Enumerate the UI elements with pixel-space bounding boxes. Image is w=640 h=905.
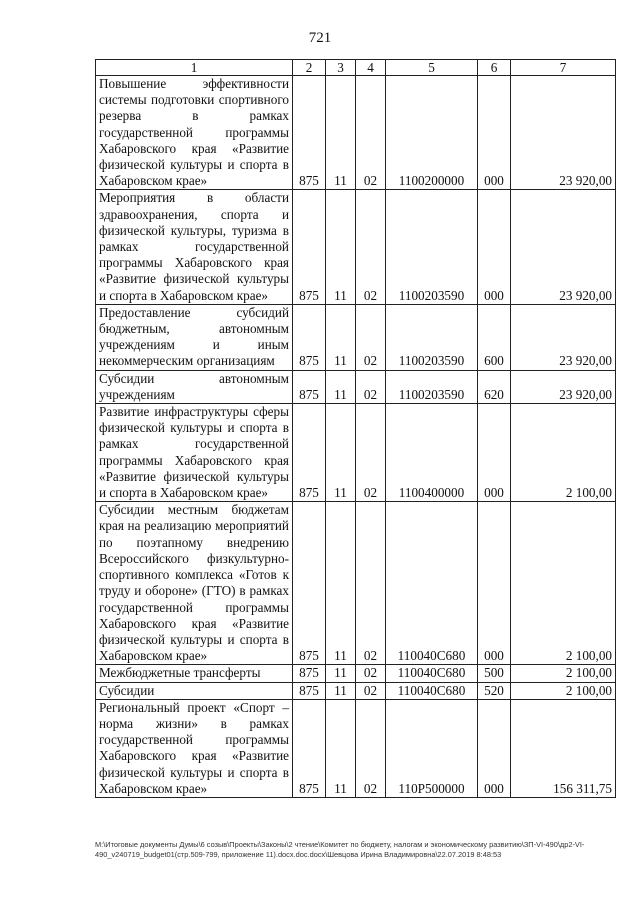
cell-section: 11 (326, 304, 356, 370)
cell-ministry: 875 (293, 190, 326, 304)
row-name: Субсидии (96, 682, 293, 699)
cell-ministry: 875 (293, 682, 326, 699)
cell-subsection: 02 (356, 370, 386, 403)
cell-amount: 23 920,00 (511, 76, 616, 190)
cell-amount: 23 920,00 (511, 304, 616, 370)
row-name: Развитие инфраструктуры сферы физической культуры и спорта в рамках государственной программы Хабаровского края «Развитие физической культуры и спорта в Хабаровском крае» (96, 404, 293, 502)
cell-amount: 23 920,00 (511, 370, 616, 403)
cell-ministry: 875 (293, 502, 326, 665)
row-name: Мероприятия в области здравоохранения, спорта и физической культуры, туризма в рамках государственной программы Хабаровского края «Развитие физической культуры и спорта в Хабаровском крае» (96, 190, 293, 304)
column-header: 5 (386, 60, 478, 76)
table-row (96, 502, 616, 665)
cell-amount: 23 920,00 (511, 190, 616, 304)
cell-target-article: 1100200000 (386, 76, 478, 190)
row-name: Региональный проект «Спорт – норма жизни» в рамках государственной программы Хабаровского края «Развитие физической культуры и спорта в Хабаровском крае» (96, 699, 293, 797)
table-row (96, 665, 616, 682)
cell-target-article: 110040С680 (386, 682, 478, 699)
cell-ministry: 875 (293, 699, 326, 797)
row-name: Субсидии автономным учреждениям (96, 370, 293, 403)
cell-ministry: 875 (293, 76, 326, 190)
cell-expense-type: 600 (478, 304, 511, 370)
table-row (96, 699, 616, 797)
cell-target-article: 1100203590 (386, 304, 478, 370)
cell-target-article: 110Р500000 (386, 699, 478, 797)
cell-section: 11 (326, 76, 356, 190)
column-header: 6 (478, 60, 511, 76)
column-header: 1 (96, 60, 293, 76)
table-row (96, 682, 616, 699)
column-header: 4 (356, 60, 386, 76)
cell-ministry: 875 (293, 304, 326, 370)
cell-subsection: 02 (356, 304, 386, 370)
cell-section: 11 (326, 404, 356, 502)
cell-ministry: 875 (293, 404, 326, 502)
cell-expense-type: 000 (478, 404, 511, 502)
row-name: Повышение эффективности системы подготовки спортивного резерва в рамках государственной программы Хабаровского края «Развитие физической культуры и спорта в Хабаровском крае» (96, 76, 293, 190)
cell-section: 11 (326, 699, 356, 797)
cell-section: 11 (326, 190, 356, 304)
cell-expense-type: 000 (478, 76, 511, 190)
budget-table (95, 59, 616, 798)
cell-section: 11 (326, 502, 356, 665)
cell-section: 11 (326, 682, 356, 699)
table-row (96, 404, 616, 502)
column-header: 3 (326, 60, 356, 76)
row-name: Субсидии местным бюджетам края на реализацию мероприятий по поэтапному внедрению Всероссийского физкультурно-спортивного комплекса «Готов к труду и обороне» (ГТО) в рамках государственной программы Хабаровского края «Развитие физической культуры и спорта в Хабаровском крае» (96, 502, 293, 665)
cell-subsection: 02 (356, 190, 386, 304)
cell-subsection: 02 (356, 404, 386, 502)
cell-target-article: 1100203590 (386, 190, 478, 304)
document-path-footer: M:\Итоговые документы Думы\6 созыв\Проекты\Законы\2 чтение\Комитет по бюджету, налогам и экономическому развитию\ЗП-VI-490\др2-VI-490_v240719_budget01(стр.509-799, приложение 11).docx.doc.docx\Шевцова Ирина Владимировна\22.07.2019 8:48:53 (95, 840, 585, 859)
cell-expense-type: 000 (478, 190, 511, 304)
cell-target-article: 110040С680 (386, 502, 478, 665)
cell-amount: 2 100,00 (511, 404, 616, 502)
cell-section: 11 (326, 665, 356, 682)
column-header: 7 (511, 60, 616, 76)
cell-subsection: 02 (356, 682, 386, 699)
cell-expense-type: 000 (478, 502, 511, 665)
cell-subsection: 02 (356, 76, 386, 190)
cell-subsection: 02 (356, 502, 386, 665)
cell-amount: 2 100,00 (511, 665, 616, 682)
cell-subsection: 02 (356, 665, 386, 682)
table-row (96, 190, 616, 304)
cell-subsection: 02 (356, 699, 386, 797)
cell-target-article: 110040С680 (386, 665, 478, 682)
cell-expense-type: 520 (478, 682, 511, 699)
page-number: 721 (308, 30, 332, 46)
cell-expense-type: 500 (478, 665, 511, 682)
row-name: Предоставление субсидий бюджетным, автономным учреждениям и иным некоммерческим организациям (96, 304, 293, 370)
cell-expense-type: 620 (478, 370, 511, 403)
cell-ministry: 875 (293, 370, 326, 403)
table-row (96, 370, 616, 403)
header-row (96, 60, 616, 76)
table-row (96, 304, 616, 370)
column-header: 2 (293, 60, 326, 76)
cell-target-article: 1100203590 (386, 370, 478, 403)
cell-amount: 156 311,75 (511, 699, 616, 797)
row-name: Межбюджетные трансферты (96, 665, 293, 682)
cell-amount: 2 100,00 (511, 682, 616, 699)
cell-ministry: 875 (293, 665, 326, 682)
cell-target-article: 1100400000 (386, 404, 478, 502)
cell-section: 11 (326, 370, 356, 403)
cell-expense-type: 000 (478, 699, 511, 797)
cell-amount: 2 100,00 (511, 502, 616, 665)
table-row (96, 76, 616, 190)
